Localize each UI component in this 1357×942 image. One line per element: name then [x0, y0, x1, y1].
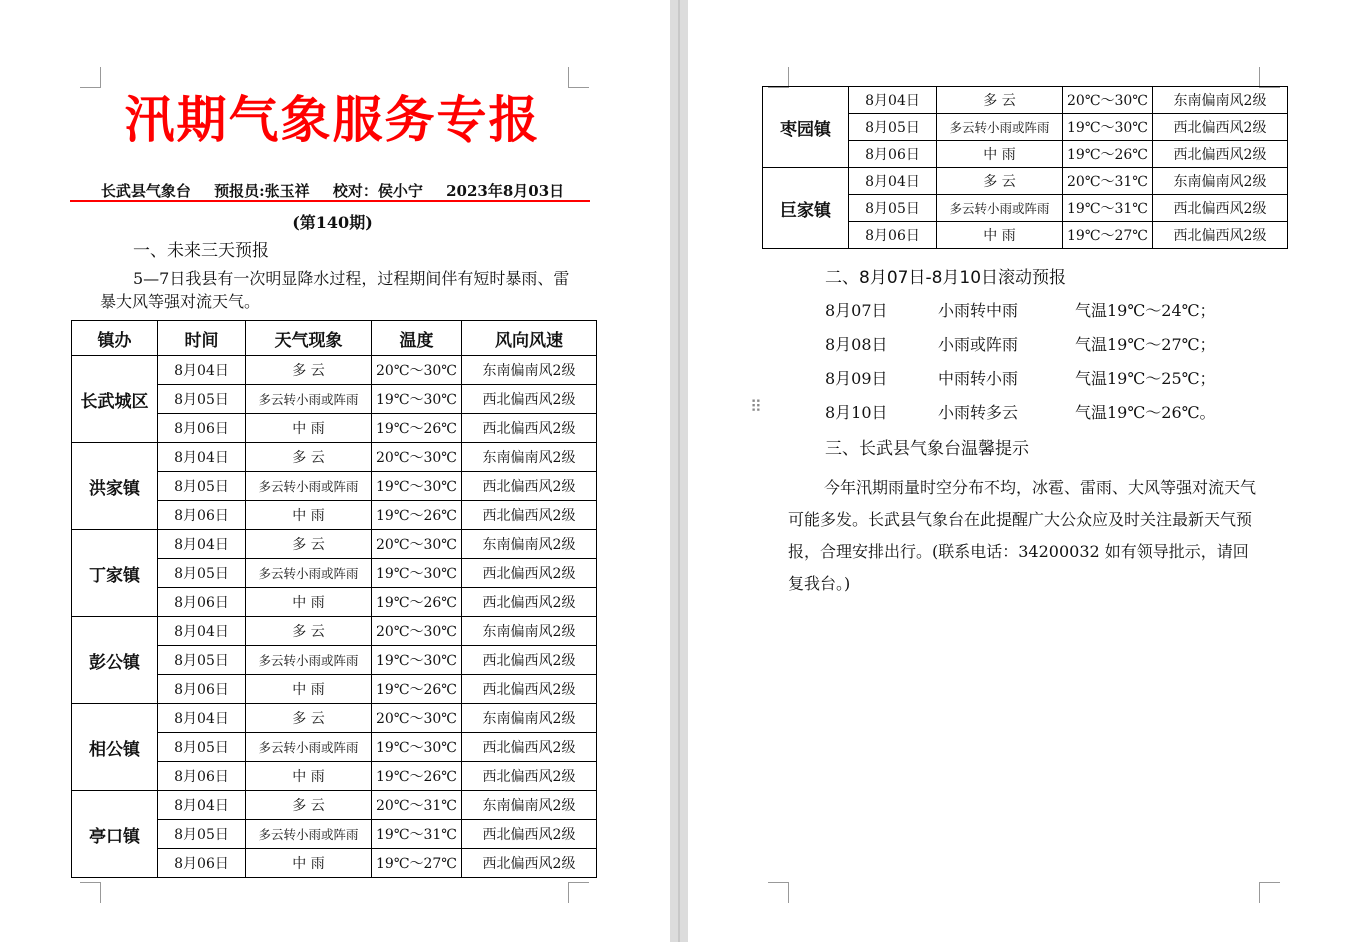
weather-cell: 多云转小雨或阵雨: [246, 472, 372, 501]
section-2-heading: 二、8月07日-8月10日滚动预报: [825, 268, 1067, 288]
red-divider: [70, 200, 590, 202]
col-header-temp: 温度: [372, 321, 462, 356]
forecast-table-continued: [762, 86, 1288, 249]
wind-cell: 西北偏西风2级: [462, 733, 597, 762]
town-cell: 彭公镇: [72, 617, 158, 704]
wind-cell: 西北偏西风2级: [462, 849, 597, 878]
wind-cell: 西北偏西风2级: [1153, 222, 1288, 249]
page-1: [0, 0, 670, 942]
weather-cell: 多 云: [246, 530, 372, 559]
wind-cell: 西北偏西风2级: [1153, 141, 1288, 168]
wind-cell: 东南偏南风2级: [462, 617, 597, 646]
date-cell: 8月04日: [158, 791, 246, 820]
temp-cell: 19℃～26℃: [372, 414, 462, 443]
date-cell: 8月05日: [158, 385, 246, 414]
report-meta: [70, 180, 595, 201]
date-cell: 8月04日: [158, 530, 246, 559]
issue-date: 2023年8月03日: [446, 182, 565, 200]
rolling-weather: 小雨转中雨: [938, 301, 1019, 320]
wind-cell: 西北偏西风2级: [462, 588, 597, 617]
section-1-summary: 5—7日我县有一次明显降水过程，过程期间伴有短时暴雨、雷暴大风等强对流天气。: [100, 269, 570, 311]
wind-cell: 东南偏南风2级: [462, 530, 597, 559]
rolling-date: 8月10日: [825, 403, 888, 422]
wind-cell: 西北偏西风2级: [1153, 195, 1288, 222]
wind-cell: 西北偏西风2级: [462, 414, 597, 443]
rolling-temp: 气温19℃～26℃。: [1075, 403, 1216, 422]
temp-cell: 20℃～30℃: [372, 617, 462, 646]
temp-cell: 19℃～27℃: [372, 849, 462, 878]
table-row: [72, 356, 597, 385]
wind-cell: 东南偏南风2级: [462, 356, 597, 385]
weather-cell: 多云转小雨或阵雨: [937, 195, 1063, 222]
rolling-date: 8月09日: [825, 369, 888, 388]
temp-cell: 19℃～31℃: [372, 820, 462, 849]
date-cell: 8月05日: [158, 472, 246, 501]
temp-cell: 19℃～26℃: [372, 588, 462, 617]
table-row: [763, 87, 1288, 114]
town-cell: 长武城区: [72, 356, 158, 443]
drag-handle-icon[interactable]: ⠿: [750, 397, 762, 416]
col-header-weather: 天气现象: [246, 321, 372, 356]
col-header-town: 镇办: [72, 321, 158, 356]
town-cell: 洪家镇: [72, 443, 158, 530]
wind-cell: 西北偏西风2级: [462, 501, 597, 530]
date-cell: 8月06日: [849, 222, 937, 249]
date-cell: 8月06日: [158, 762, 246, 791]
date-cell: 8月05日: [158, 646, 246, 675]
date-cell: 8月04日: [158, 704, 246, 733]
section-3-body: 今年汛期雨量时空分布不均，冰雹、雷雨、大风等强对流天气可能多发。长武县气象台在此提醒广大公众应及时关注最新天气预报，合理安排出行。(联系电话：34200032 如有领导批示，请回复我台。): [788, 478, 1257, 593]
wind-cell: 西北偏西风2级: [462, 472, 597, 501]
temp-cell: 19℃～27℃: [1063, 222, 1153, 249]
date-cell: 8月04日: [158, 617, 246, 646]
date-cell: 8月05日: [158, 733, 246, 762]
town-cell: 相公镇: [72, 704, 158, 791]
temp-cell: 20℃～30℃: [372, 443, 462, 472]
rolling-weather: 小雨或阵雨: [938, 335, 1019, 354]
weather-cell: 多云转小雨或阵雨: [246, 559, 372, 588]
temp-cell: 19℃～26℃: [372, 675, 462, 704]
weather-cell: 多 云: [937, 87, 1063, 114]
wind-cell: 西北偏西风2级: [462, 675, 597, 704]
temp-cell: 19℃～31℃: [1063, 195, 1153, 222]
wind-cell: 东南偏南风2级: [1153, 87, 1288, 114]
forecaster: 预报员:张玉祥: [214, 182, 310, 200]
weather-cell: 中 雨: [937, 222, 1063, 249]
date-cell: 8月05日: [158, 559, 246, 588]
col-header-time: 时间: [158, 321, 246, 356]
table-row: [72, 791, 597, 820]
weather-cell: 多云转小雨或阵雨: [246, 385, 372, 414]
table-row: [72, 530, 597, 559]
weather-cell: 多云转小雨或阵雨: [937, 114, 1063, 141]
margin-mark-bottom-right: [568, 882, 589, 903]
rolling-temp: 气温19℃～27℃；: [1075, 335, 1216, 354]
wind-cell: 东南偏南风2级: [462, 443, 597, 472]
wind-cell: 西北偏西风2级: [462, 646, 597, 675]
temp-cell: 19℃～30℃: [372, 559, 462, 588]
town-cell: 枣园镇: [763, 87, 849, 168]
weather-cell: 多 云: [246, 791, 372, 820]
date-cell: 8月04日: [158, 356, 246, 385]
weather-cell: 多 云: [246, 356, 372, 385]
date-cell: 8月04日: [158, 443, 246, 472]
temp-cell: 20℃～30℃: [372, 356, 462, 385]
table-row: [72, 704, 597, 733]
wind-cell: 西北偏西风2级: [462, 820, 597, 849]
date-cell: 8月05日: [158, 820, 246, 849]
temp-cell: 20℃～30℃: [1063, 87, 1153, 114]
temp-cell: 19℃～30℃: [372, 733, 462, 762]
report-title: 汛期气象服务专报: [124, 91, 541, 149]
margin-mark-top-left: [768, 67, 789, 88]
date-cell: 8月06日: [158, 501, 246, 530]
table-row: [72, 443, 597, 472]
temp-cell: 19℃～26℃: [372, 762, 462, 791]
weather-cell: 中 雨: [937, 141, 1063, 168]
weather-cell: 中 雨: [246, 762, 372, 791]
date-cell: 8月04日: [849, 87, 937, 114]
col-header-wind: 风向风速: [462, 321, 597, 356]
rolling-temp: 气温19℃～24℃；: [1075, 301, 1216, 320]
proofreader: 校对：侯小宁: [332, 182, 423, 200]
temp-cell: 19℃～26℃: [372, 501, 462, 530]
date-cell: 8月06日: [849, 141, 937, 168]
date-cell: 8月06日: [158, 414, 246, 443]
town-cell: 丁家镇: [72, 530, 158, 617]
margin-mark-bottom-right: [1259, 882, 1280, 903]
temp-cell: 20℃～30℃: [372, 704, 462, 733]
wind-cell: 西北偏西风2级: [462, 762, 597, 791]
weather-cell: 多 云: [246, 704, 372, 733]
town-cell: 巨家镇: [763, 168, 849, 249]
weather-cell: 多云转小雨或阵雨: [246, 646, 372, 675]
forecast-table: [71, 320, 597, 878]
table-row: [72, 617, 597, 646]
weather-cell: 中 雨: [246, 501, 372, 530]
table-row: [763, 168, 1288, 195]
temp-cell: 19℃～26℃: [1063, 141, 1153, 168]
temp-cell: 19℃～30℃: [1063, 114, 1153, 141]
date-cell: 8月06日: [158, 675, 246, 704]
wind-cell: 西北偏西风2级: [462, 385, 597, 414]
section-1-heading: 一、未来三天预报: [133, 241, 269, 261]
margin-mark-bottom-left: [768, 882, 789, 903]
temp-cell: 20℃～31℃: [1063, 168, 1153, 195]
date-cell: 8月05日: [849, 114, 937, 141]
rolling-weather: 中雨转小雨: [938, 369, 1019, 388]
temp-cell: 20℃～30℃: [372, 530, 462, 559]
weather-cell: 中 雨: [246, 849, 372, 878]
wind-cell: 东南偏南风2级: [462, 704, 597, 733]
margin-mark-top-right: [1259, 67, 1280, 88]
wind-cell: 东南偏南风2级: [462, 791, 597, 820]
station-name: 长武县气象台: [100, 182, 191, 200]
rolling-date: 8月07日: [825, 301, 888, 320]
date-cell: 8月06日: [158, 849, 246, 878]
margin-mark-bottom-left: [80, 882, 101, 903]
weather-cell: 中 雨: [246, 588, 372, 617]
temp-cell: 19℃～30℃: [372, 385, 462, 414]
date-cell: 8月06日: [158, 588, 246, 617]
weather-cell: 多云转小雨或阵雨: [246, 733, 372, 762]
rolling-temp: 气温19℃～25℃；: [1075, 369, 1216, 388]
rolling-weather: 小雨转多云: [938, 403, 1019, 422]
temp-cell: 19℃～30℃: [372, 472, 462, 501]
rolling-date: 8月08日: [825, 335, 888, 354]
wind-cell: 西北偏西风2级: [1153, 114, 1288, 141]
scrollbar-divider: [678, 0, 680, 942]
date-cell: 8月04日: [849, 168, 937, 195]
wind-cell: 东南偏南风2级: [1153, 168, 1288, 195]
weather-cell: 多云转小雨或阵雨: [246, 820, 372, 849]
weather-cell: 多 云: [937, 168, 1063, 195]
weather-cell: 中 雨: [246, 414, 372, 443]
temp-cell: 19℃～30℃: [372, 646, 462, 675]
temp-cell: 20℃～31℃: [372, 791, 462, 820]
weather-cell: 中 雨: [246, 675, 372, 704]
wind-cell: 西北偏西风2级: [462, 559, 597, 588]
weather-cell: 多 云: [246, 443, 372, 472]
town-cell: 亭口镇: [72, 791, 158, 878]
date-cell: 8月05日: [849, 195, 937, 222]
section-3-heading: 三、长武县气象台温馨提示: [825, 439, 1029, 459]
issue-number: (第140期): [292, 213, 373, 232]
weather-cell: 多 云: [246, 617, 372, 646]
